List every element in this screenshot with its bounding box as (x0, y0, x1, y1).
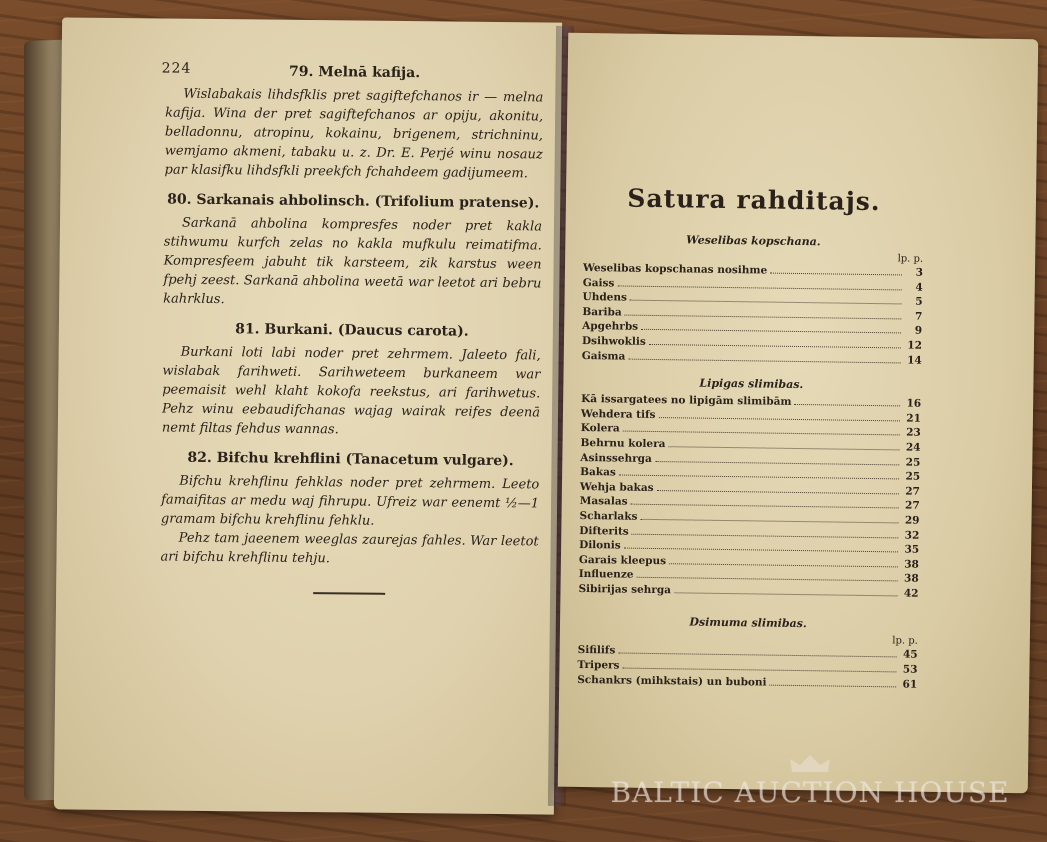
toc-entry-label: Tripers (577, 659, 620, 672)
page-column-label: lp. p. (897, 253, 924, 265)
dot-leader (622, 668, 896, 673)
toc-entry-page: 7 (914, 310, 923, 323)
end-rule (313, 592, 385, 595)
toc-entry-page: 3 (915, 266, 924, 279)
toc-entry-label: Behrnu kolera (580, 436, 666, 451)
left-page (54, 17, 562, 814)
dot-leader (623, 431, 900, 436)
left-page-content (160, 62, 544, 596)
toc-entry-page: 9 (914, 324, 923, 338)
toc-entry-label: Bariba (582, 305, 622, 319)
toc-entry-page: 29 (904, 514, 920, 527)
toc-entry-label: Dsihwoklis (581, 334, 646, 348)
dot-leader (655, 461, 899, 465)
toc-section (578, 375, 921, 601)
toc-section (582, 232, 924, 368)
toc-entry-label: Kā issargatees no lipigām slimibām (581, 393, 792, 409)
toc-entry-label: Bakas (580, 466, 616, 479)
toc-entry-page: 23 (906, 426, 921, 440)
toc-entry-page: 61 (902, 678, 918, 691)
toc-entry-page: 32 (904, 529, 920, 542)
dot-leader (630, 300, 902, 305)
toc-title: Satura rahditajs. (627, 183, 881, 217)
dot-leader (795, 404, 901, 406)
toc-entry-page: 4 (915, 281, 923, 294)
entry-paragraph: Wislabakais lihdsfklis pret sagiftefchanos ir — melna kafija. Wina der pret sagiftefchanos ar opiju, akonitu, belladonnu, atropinu, kokainu, brigenem, strichninu, wemjamo akmeni, tabaku u. z. Dr. E. Perjé winu nosauz par klasifku lihdsfkli preekfch fchahdeem gadijumeem. (164, 86, 544, 182)
toc-entry-page: 27 (905, 499, 920, 513)
toc-rows (582, 261, 923, 368)
watermark (600, 754, 1020, 809)
toc-entry-page: 45 (902, 648, 918, 662)
toc-entry-page: 14 (907, 354, 922, 367)
toc-entry-label: Masalas (579, 495, 628, 508)
toc-entry-label: Scharlaks (579, 509, 638, 523)
toc-entry-page: 24 (905, 441, 921, 454)
toc-entry-label: Weselibas kopschanas nosihme (582, 261, 768, 277)
toc-rows (577, 643, 918, 692)
dot-leader (636, 577, 897, 582)
toc-entry-label: Gaisma (581, 349, 626, 363)
toc-section-heading: Dsimuma slimibas. (689, 615, 807, 631)
dot-leader (618, 653, 896, 658)
toc-entry-label: Schankrs (mihkstais) un buboni (577, 673, 767, 689)
toc-entry-label: Sibirijas sehrga (578, 582, 672, 597)
toc-entry-page: 12 (907, 339, 923, 352)
toc-entry-label: Uhdens (582, 291, 628, 304)
toc-entry-label: Asinssehrga (580, 451, 652, 465)
toc-entry-page: 42 (903, 587, 919, 600)
dot-leader (619, 475, 899, 480)
toc-rows (578, 392, 921, 601)
dot-leader (770, 273, 902, 276)
entry (162, 320, 541, 441)
dot-leader (641, 329, 901, 334)
toc-entry-label: Difterits (579, 524, 629, 538)
entry (161, 60, 544, 183)
dot-leader (625, 314, 902, 319)
toc-entry-label: Wehja bakas (579, 480, 654, 494)
toc-entry-page: 38 (904, 558, 919, 571)
dot-leader (624, 548, 898, 553)
entry-paragraph: Pehz tam jaeenem weeglas zaurejas fahles. War leetot ari bifchu krehflinu tehju. (160, 530, 539, 567)
entry-heading: 81. Burkani. (Daucus carota). (235, 321, 469, 340)
dot-leader (628, 358, 900, 363)
crown-icon (789, 754, 831, 774)
toc-entry-page: 35 (904, 543, 920, 556)
toc-section-heading: Lipigas slimibas. (699, 376, 804, 392)
dot-leader (649, 344, 901, 349)
page-number: 224 (161, 60, 192, 77)
toc-entry-page: 27 (905, 485, 921, 498)
right-page (558, 33, 1038, 793)
entry-heading: 79. Melnā kafija. (288, 63, 421, 82)
dot-leader (632, 533, 899, 538)
toc-entry-page: 5 (915, 295, 923, 308)
dot-leader (658, 417, 899, 421)
toc-entry-label: Gaiss (582, 276, 615, 290)
toc-entry-label: Wehdera tifs (580, 407, 656, 421)
toc-entry-label: Apgehrbs (582, 320, 639, 334)
dot-leader (674, 592, 897, 596)
entry-heading: 80. Sarkanais ahbolinsch. (Trifolium pratense). (167, 191, 540, 212)
toc-entry-label: Kolera (580, 422, 620, 435)
toc-entry-page: 25 (905, 470, 921, 483)
toc-entry-label: Influenze (578, 568, 634, 581)
entry (160, 449, 539, 570)
entry-paragraph: Burkani loti labi noder pret zehrmem. Jaleeto fali, wislabak farihweti. Sarihweteem burkaneem war peemaisit wehl klaht kokofa reekstus, ari farihwetus. Pehz winu eebaudifchanas wajag wairak reifes deenā nemt filtas fehdus wannas. (161, 344, 541, 438)
toc-entry-label: Garais kleepus (578, 553, 667, 567)
toc-section (577, 614, 918, 692)
dot-leader (669, 563, 898, 567)
entry-heading: 82. Bifchu krehflini (Tanacetum vulgare). (187, 449, 514, 470)
toc-entry-page: 53 (902, 663, 918, 676)
dot-leader (770, 684, 897, 687)
entry-paragraph: Sarkanā ahbolina kompresfes noder pret kakla stihwumu kurfch zelas no kakla mufkulu reimatifma. Kompresfeem jabuht tik karsteem, zik karstus ween fpehj zeest. Sarkanā ahbolina weetā war leetot ari bebru kahrklus. (163, 215, 543, 308)
toc-entry-page: 25 (905, 456, 921, 469)
toc-entry-label: Dilonis (579, 539, 621, 552)
toc-section-heading: Weselibas kopschana. (686, 233, 821, 249)
entry-paragraph: Bifchu krehflinu fehklas noder pret zehrmem. Leeto famaifitas ar medu waj fihrupu. Ufreiz war eenemt ½—1 gramam bifchu krehflinu fehklu. (160, 473, 540, 529)
dot-leader (631, 504, 899, 509)
toc (577, 183, 924, 704)
page-column-label: lp. p. (892, 635, 918, 648)
toc-entry-label: Sifilifs (577, 644, 616, 657)
watermark-text: BALTIC AUCTION HOUSE (610, 776, 1010, 809)
dot-leader (617, 285, 901, 290)
toc-entry-page: 21 (906, 412, 922, 425)
entry (163, 191, 542, 312)
toc-entry-page: 16 (906, 397, 922, 410)
dot-leader (668, 446, 899, 450)
toc-entry-page: 38 (903, 572, 919, 585)
dot-leader (640, 519, 898, 524)
dot-leader (657, 490, 899, 494)
